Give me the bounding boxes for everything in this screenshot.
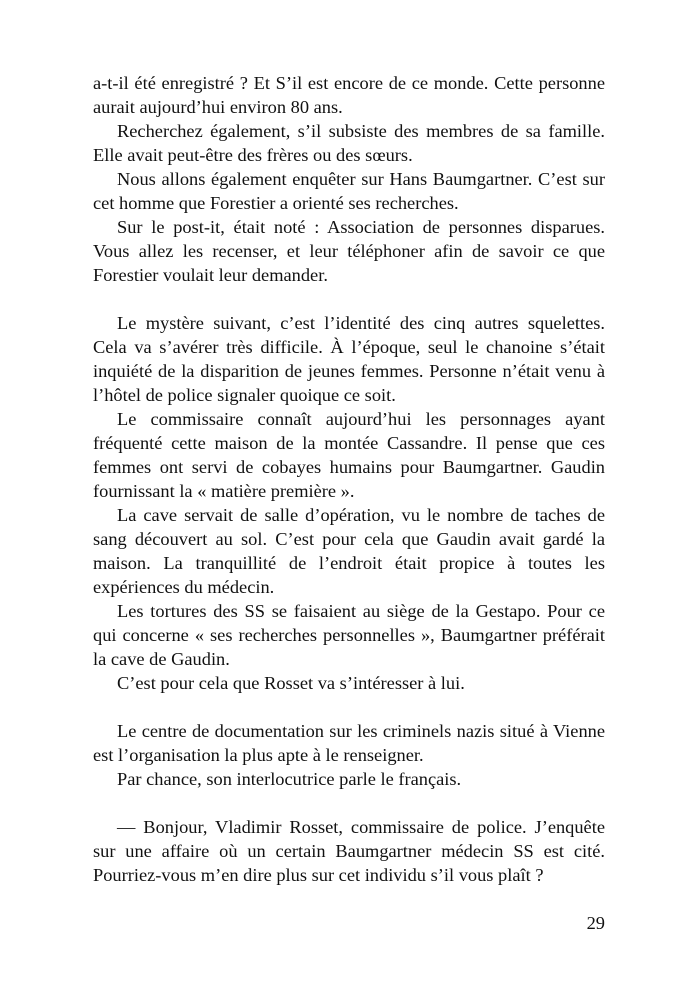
paragraph: Recherchez également, s’il subsiste des membres de sa famille. Elle avait peut-être des frères ou des sœurs.	[93, 121, 605, 165]
paragraph: Par chance, son interlocutrice parle le français.	[117, 769, 462, 789]
paragraph: La cave servait de salle d’opération, vu le nombre de taches de sang découvert au sol. C’est pour cela que Gaudin avait gardé la maison. La tranquillité de l’endroit était propice à toutes les expériences du médecin.	[93, 505, 605, 597]
paragraph: Le centre de documentation sur les criminels nazis situé à Vienne est l’organisation la plus apte à le renseigner.	[93, 721, 605, 765]
paragraph: a-t-il été enregistré ? Et S’il est encore de ce monde. Cette personne aurait aujourd’hui environ 80 ans.	[93, 73, 605, 117]
paragraph: C’est pour cela que Rosset va s’intéresser à lui.	[117, 673, 465, 693]
paragraph: Les tortures des SS se faisaient au siège de la Gestapo. Pour ce qui concerne « ses recherches personnelles », Baumgartner préférait la cave de Gaudin.	[93, 601, 605, 669]
paragraph: Le mystère suivant, c’est l’identité des cinq autres squelettes. Cela va s’avérer très difficile. À l’époque, seul le chanoine s’était inquiété de la disparition de jeunes femmes. Personne n’était venu à l’hôtel de police signaler quoique ce soit.	[93, 313, 605, 405]
paragraph: Le commissaire connaît aujourd’hui les personnages ayant fréquenté cette maison de la montée Cassandre. Il pense que ces femmes ont servi de cobayes humains pour Baumgartner. Gaudin fournissant la « matière première ».	[93, 409, 605, 501]
paragraph: Nous allons également enquêter sur Hans Baumgartner. C’est sur cet homme que Forestier a orienté ses recherches.	[93, 169, 605, 213]
page-number: 29	[586, 913, 605, 933]
page-body	[93, 71, 605, 887]
paragraph: Sur le post-it, était noté : Association de personnes disparues. Vous allez les recenser, et leur téléphoner afin de savoir ce que Forestier voulait leur demander.	[93, 217, 605, 285]
paragraph: — Bonjour, Vladimir Rosset, commissaire de police. J’enquête sur une affaire où un certain Baumgartner médecin SS est cité. Pourriez-vous m’en dire plus sur cet individu s’il vous plaît ?	[93, 817, 605, 885]
